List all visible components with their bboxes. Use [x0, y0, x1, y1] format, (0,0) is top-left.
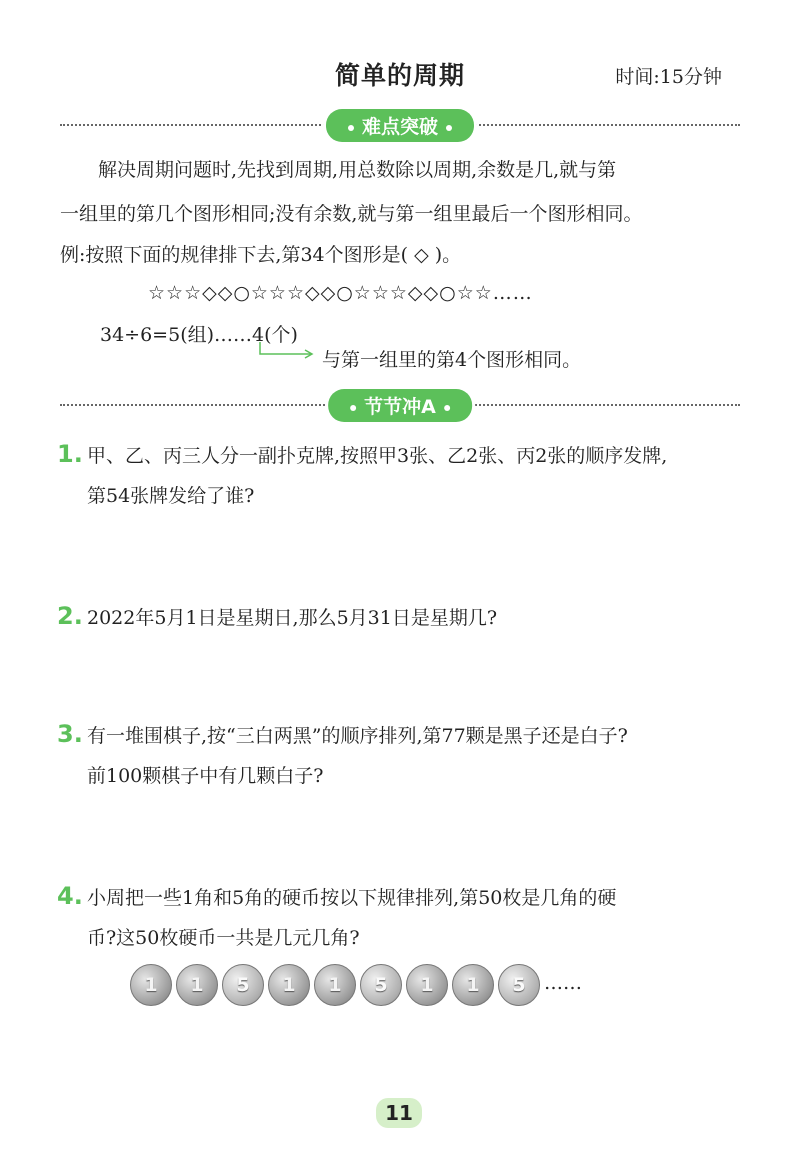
explanation-line-2: 一组里的第几个图形相同;没有余数,就与第一组里最后一个图形相同。 [60, 203, 643, 225]
explanation-line-1: 解决周期问题时,先找到周期,用总数除以周期,余数是几,就与第 [98, 159, 617, 181]
question-text: 币?这50枚硬币一共是几元几角? [87, 927, 360, 949]
section-divider-difficulty [60, 116, 740, 138]
coin-1-jiao-icon: 1 [130, 964, 172, 1006]
dot-icon [446, 125, 452, 131]
coin-5-jiao-icon: 5 [360, 964, 402, 1006]
coin-ellipsis: …… [544, 972, 582, 994]
dot-icon [350, 405, 356, 411]
question-text: 第54张牌发给了谁? [87, 485, 255, 507]
page-number: 11 [376, 1098, 422, 1128]
section-badge-practice: 节节冲A [328, 389, 472, 422]
question-text: 2022年5月1日是星期日,那么5月31日是星期几? [87, 607, 498, 629]
section-divider-practice [60, 396, 740, 418]
example-note: 与第一组里的第4个图形相同。 [322, 349, 582, 371]
question-text: 有一堆围棋子,按“三白两黑”的顺序排列,第77颗是黑子还是白子? [87, 725, 628, 747]
coin-5-jiao-icon: 5 [498, 964, 540, 1006]
example-question: 例:按照下面的规律排下去,第34个图形是( ◇ )。 [60, 244, 462, 266]
section-badge-difficulty: 难点突破 [326, 109, 474, 142]
coin-5-jiao-icon: 5 [222, 964, 264, 1006]
question-number: 4. [57, 882, 83, 910]
arrow-icon [255, 340, 317, 362]
coin-1-jiao-icon: 1 [452, 964, 494, 1006]
question-number: 1. [57, 440, 83, 468]
dot-icon [348, 125, 354, 131]
shape-pattern: ☆☆☆◇◇○☆☆☆◇◇○☆☆☆◇◇○☆☆…… [148, 282, 533, 304]
dot-icon [444, 405, 450, 411]
page-title: 简单的周期 [334, 61, 465, 90]
question-number: 3. [57, 720, 83, 748]
coin-1-jiao-icon: 1 [406, 964, 448, 1006]
example-calculation: 34÷6=5(组)……4(个) [100, 324, 298, 346]
question-text: 前100颗棋子中有几颗白子? [87, 765, 324, 787]
question-number: 2. [57, 602, 83, 630]
question-text: 小周把一些1角和5角的硬币按以下规律排列,第50枚是几角的硬 [87, 887, 617, 909]
question-text: 甲、乙、丙三人分一副扑克牌,按照甲3张、乙2张、丙2张的顺序发牌, [87, 445, 668, 467]
coin-1-jiao-icon: 1 [268, 964, 310, 1006]
coin-1-jiao-icon: 1 [314, 964, 356, 1006]
coin-1-jiao-icon: 1 [176, 964, 218, 1006]
time-limit: 时间:15分钟 [615, 66, 722, 88]
